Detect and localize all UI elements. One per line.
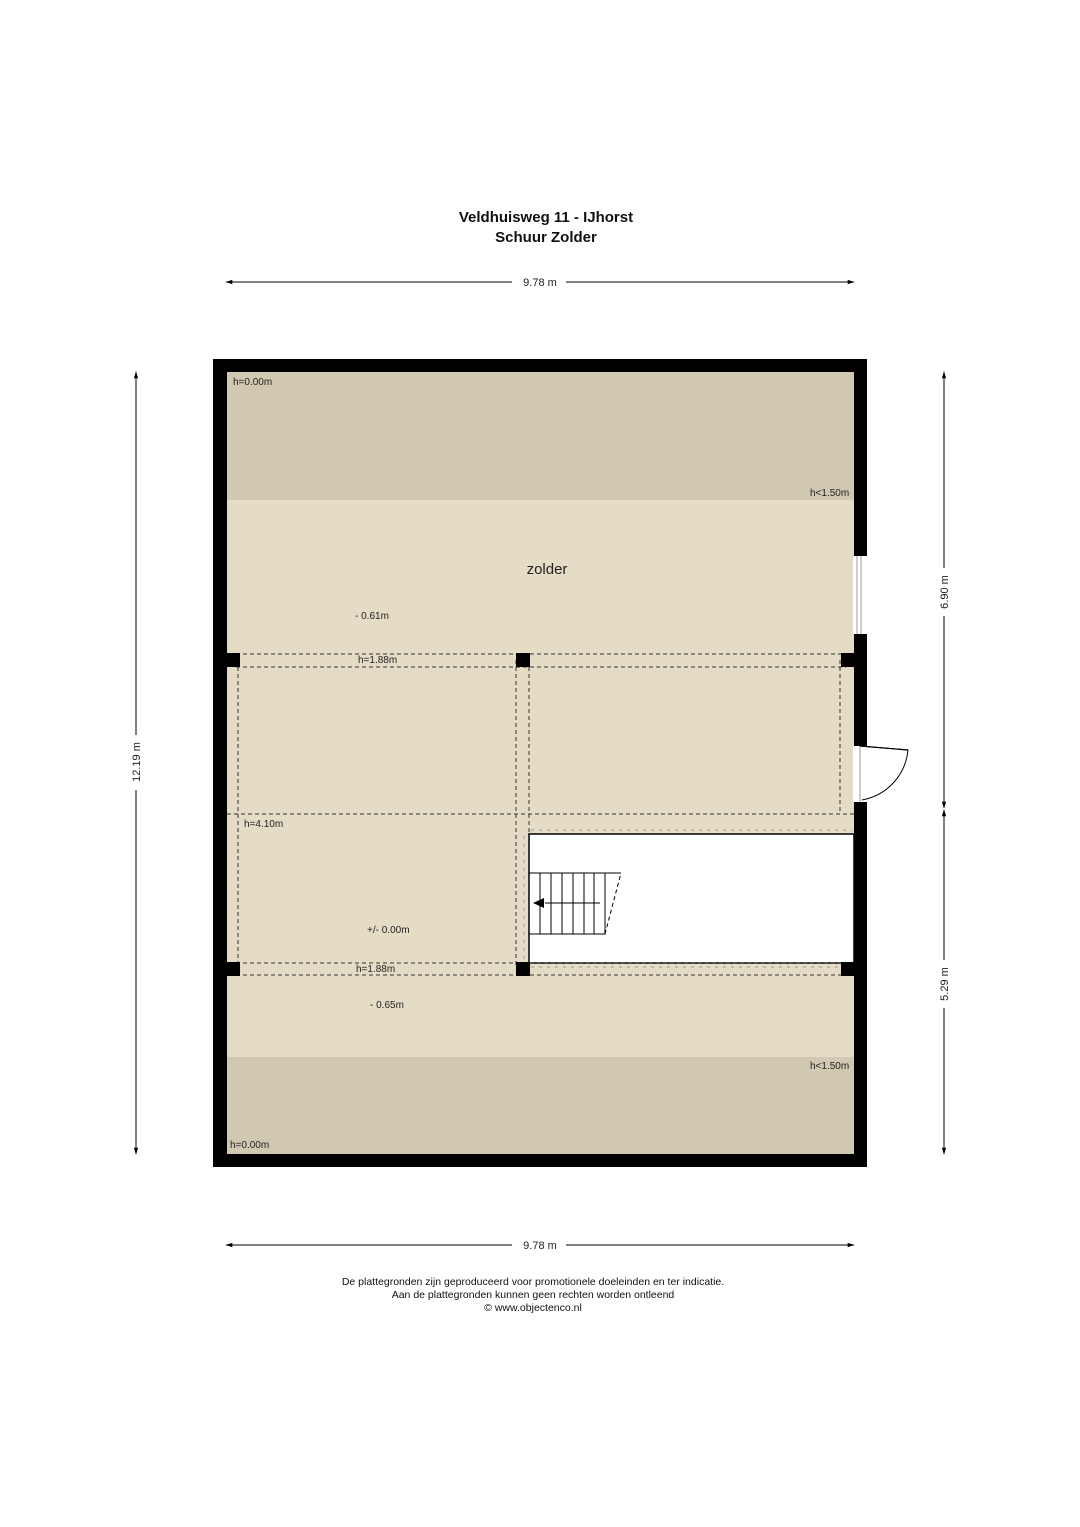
dimension-right-lower: [939, 810, 951, 1154]
room-name: zolder: [526, 561, 568, 578]
floor-main: [227, 500, 854, 1057]
disclaimer-line-2: Aan de plattegronden kunnen geen rechten worden ontleend: [391, 1289, 675, 1301]
dimension-left: [131, 372, 143, 1154]
label-level-lower: - 0.65m: [370, 1000, 404, 1011]
dimension-right-upper: [939, 372, 951, 808]
door-leaf: [860, 746, 908, 750]
label-level-center: +/- 0.00m: [367, 925, 410, 936]
dimension-left-label: 12.19 m: [131, 742, 143, 782]
dimension-right-lower-label: 5.29 m: [939, 967, 951, 1001]
label-beam-upper: h=1.88m: [358, 655, 398, 666]
label-beam-lower: h=1.88m: [356, 964, 396, 975]
dimension-bottom-label: 9.78 m: [523, 1240, 557, 1252]
label-h-bottom-right: h<1.50m: [810, 1061, 850, 1072]
dimension-right-upper-label: 6.90 m: [939, 575, 951, 609]
copyright-link[interactable]: © www.objectenco.nl: [484, 1302, 582, 1314]
low-zone-bottom: [227, 1057, 854, 1154]
plan-address: Veldhuisweg 11 - IJhorst: [458, 209, 634, 226]
stair-void: [529, 834, 854, 963]
label-h-middle: h=4.10m: [244, 819, 284, 830]
dimension-bottom: [226, 1240, 854, 1252]
plan-floor-name: Schuur Zolder: [495, 229, 597, 246]
disclaimer-line-1: De plattegronden zijn geproduceerd voor promotionele doeleinden en ter indicatie.: [341, 1276, 725, 1288]
label-h-bottom-left: h=0.00m: [230, 1140, 270, 1151]
dimension-top: [226, 277, 854, 289]
label-level-upper: - 0.61m: [355, 611, 389, 622]
low-zone-top: [227, 372, 854, 500]
label-h-top-right: h<1.50m: [810, 488, 850, 499]
window-opening: [853, 556, 867, 634]
door-swing-arc: [860, 746, 908, 800]
dimension-top-label: 9.78 m: [523, 277, 557, 289]
label-h-top-left: h=0.00m: [233, 377, 273, 388]
